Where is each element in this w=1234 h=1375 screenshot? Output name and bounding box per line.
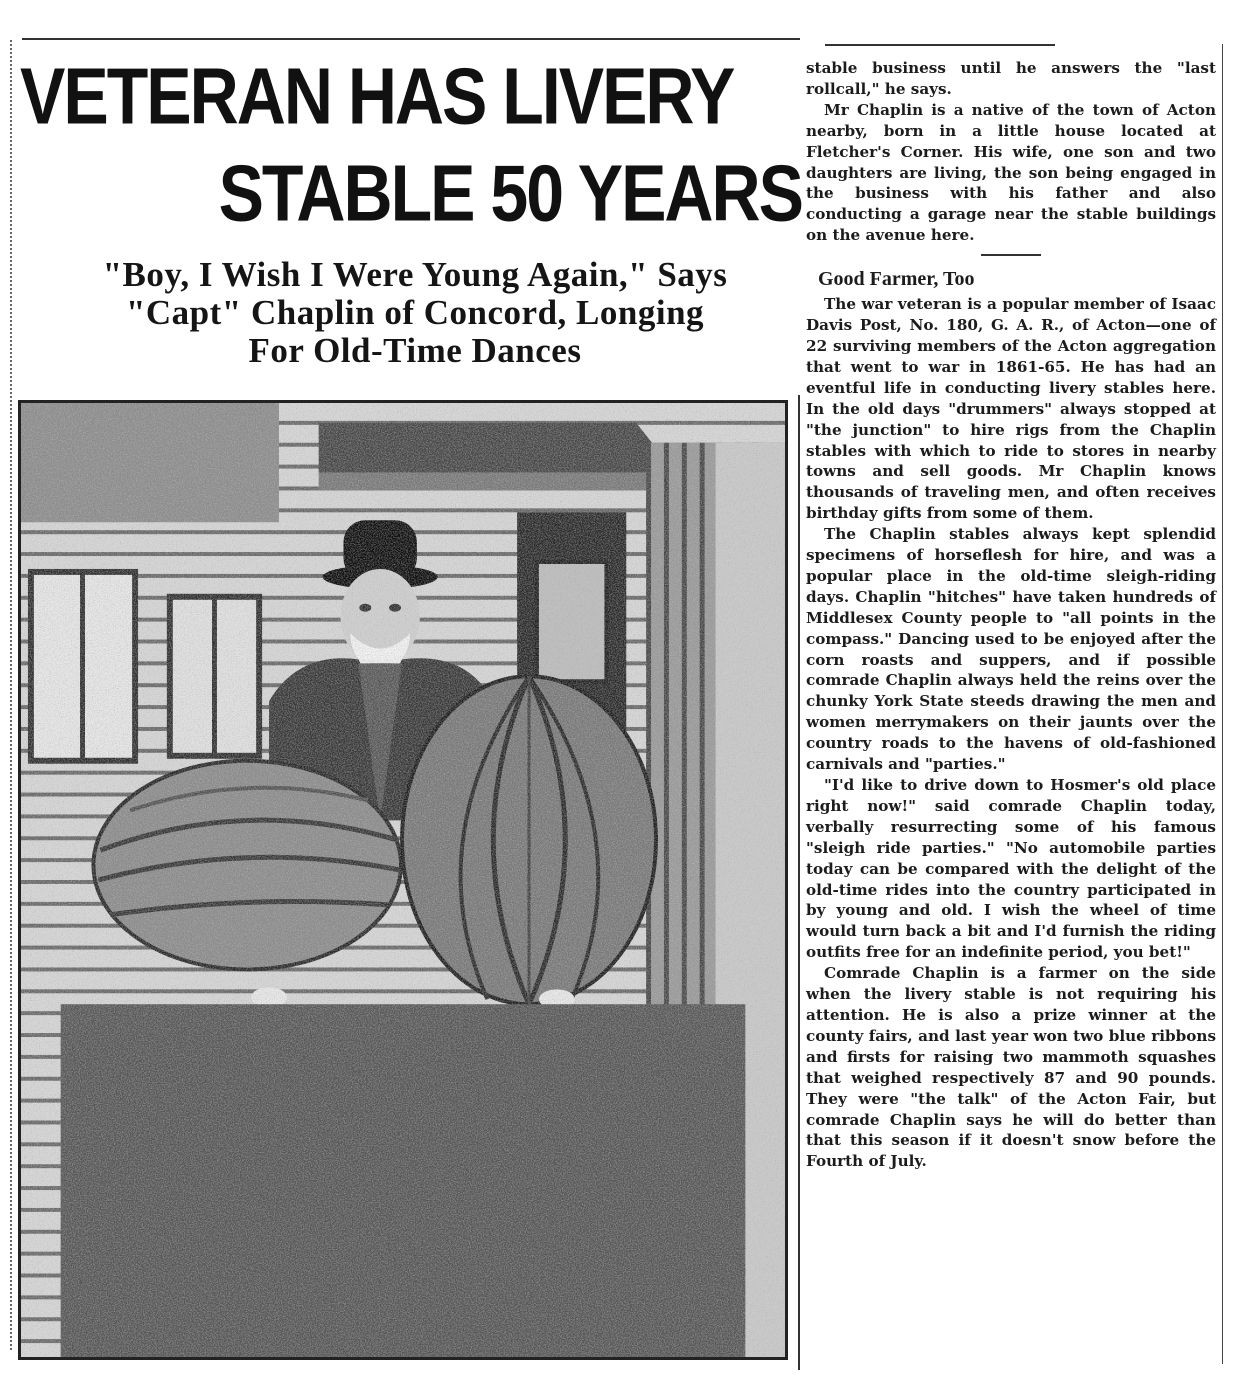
- article-paragraph: "I'd like to drive down to Hosmer's old place right now!" said comrade Chaplin today, verbally resurrecting some of his famous "sleigh ride parties." "No automobile parties today can be compared with the delight of the old-time rides into the country participated in by young and old. I wish the wheel of time would turn back a bit and I'd furnish the riding outfits free for an indefinite period, you bet!": [806, 776, 1216, 962]
- subheadline: [20, 256, 810, 370]
- right-margin-rule: [1222, 44, 1223, 1364]
- article-paragraph: Mr Chaplin is a native of the town of Acton nearby, born in a little house located at Fletcher's Corner. His wife, one son and two daughters are living, the son being engaged in the business with his father and also conducting a garage near the stable buildings on the avenue here.: [806, 100, 1216, 245]
- top-rule: [22, 38, 800, 40]
- article-column: [806, 58, 1216, 1172]
- section-heading: Good Farmer, Too: [818, 268, 975, 291]
- headline-line-2: STABLE 50 YEARS: [218, 148, 802, 238]
- left-margin-rule: [10, 40, 12, 1350]
- article-paragraph: Comrade Chaplin is a farmer on the side when the livery stable is not requiring his attention. He is also a prize winner at the county fairs, and last year won two blue ribbons and firsts for raising two mammoth squashes that weighed respectively 87 and 90 pounds. They were "the talk" of the Acton Fair, but comrade Chaplin says he will do better than that this season if it doesn't snow before the Fourth of July.: [806, 964, 1216, 1171]
- headline: [20, 48, 810, 242]
- column-top-rule: [825, 44, 1055, 46]
- photograph: [18, 400, 788, 1360]
- article-paragraph: The Chaplin stables always kept splendid specimens of horseflesh for hire, and was a popular place in the old-time sleigh-riding days. Chaplin "hitches" have taken hundreds of Middlesex County people to "all points in the compass." Dancing used to be enjoyed after the corn roasts and suppers, and if possible comrade Chaplin always held the reins over the chunky York State steeds drawing the men and women merrymakers on their jaunts over the country roads to the havens of old-fashioned carnivals and "parties.": [806, 525, 1216, 774]
- column-rule: [798, 395, 800, 1370]
- photograph-of-man-with-giant-squashes-icon: [21, 403, 785, 1357]
- subheadline-line-2: "Capt" Chaplin of Concord, Longing: [125, 293, 705, 332]
- subheadline-line-3: For Old-Time Dances: [248, 331, 582, 370]
- article-paragraph: The war veteran is a popular member of Isaac Davis Post, No. 180, G. A. R., of Acton—one of 22 surviving members of the Acton aggregation that went to war in 1861-65. He has had an eventful life in conducting livery stables here. In the old days "drummers" always stopped at "the junction" to hire rigs from the Chaplin stables with which to ride to stores in nearby towns and sell goods. Mr Chaplin knows thousands of traveling men, and often receives birthday gifts from some of them.: [806, 295, 1216, 523]
- headline-line-1: VETERAN HAS LIVERY: [20, 51, 734, 142]
- section-divider: [981, 254, 1041, 256]
- article-paragraph: stable business until he answers the "last rollcall," he says.: [806, 59, 1216, 98]
- subheadline-line-1: "Boy, I Wish I Were Young Again," Says: [102, 255, 728, 294]
